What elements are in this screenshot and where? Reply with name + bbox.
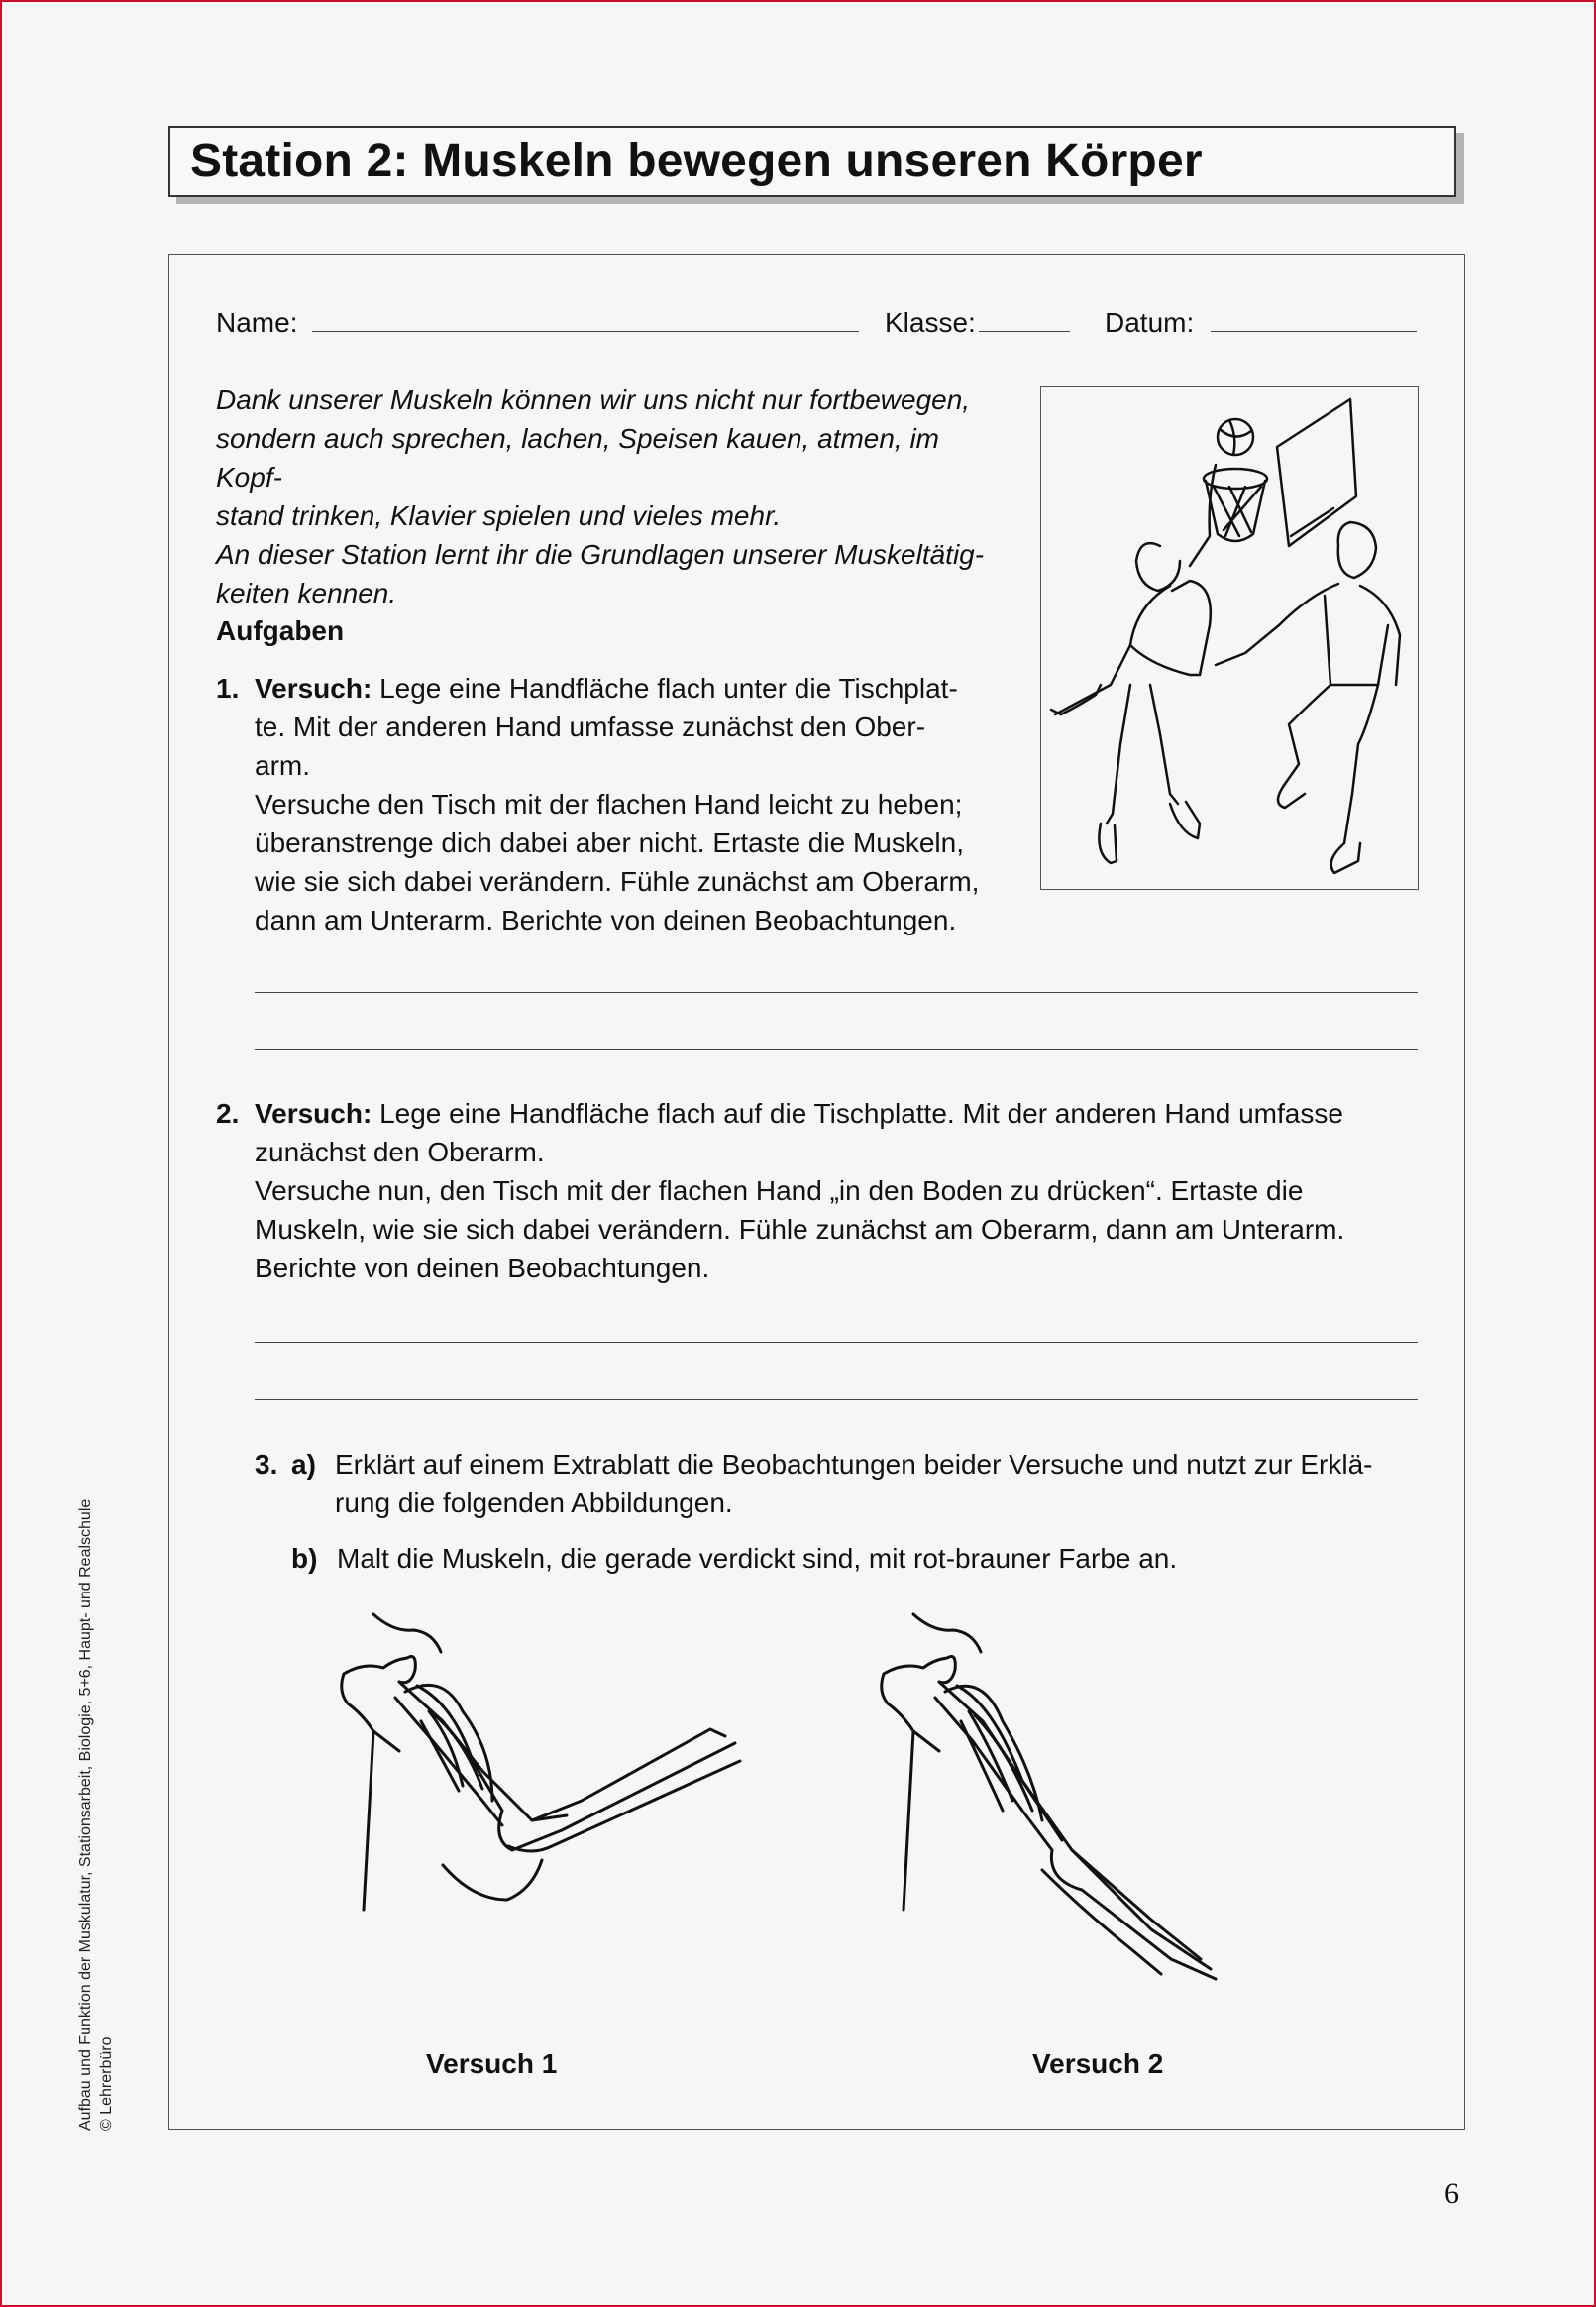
task3a-text (335, 1445, 1425, 1522)
name-line (312, 331, 859, 332)
page-number: 6 (1444, 2177, 1459, 2210)
datum-label: Datum: (1105, 307, 1195, 338)
copyright-footer (75, 1499, 117, 2131)
klasse-label: Klasse: (885, 307, 976, 338)
task2-text (255, 1094, 1420, 1287)
basketball-players-drawing (1041, 387, 1419, 890)
task3b-text: Malt die Muskeln, die gerade verdickt sind, mit rot-brauner Farbe an. (337, 1543, 1178, 1574)
task3a-label: a) (291, 1449, 316, 1480)
task2-line: Berichte von deinen Beobachtungen. (255, 1253, 710, 1283)
title-box (168, 126, 1456, 197)
name-label: Name: (216, 307, 298, 338)
task3a-line: rung die folgenden Abbildungen. (335, 1487, 733, 1518)
intro-line: sondern auch sprechen, lachen, Speisen kauen, atmen, im Kopf- (216, 423, 940, 493)
intro-line: An dieser Station lernt ihr die Grundlagen unserer Muskeltätig- (216, 539, 985, 570)
task1-line: wie sie sich dabei verändern. Fühle zunächst am Oberarm, (255, 866, 980, 897)
task1-line: arm. (255, 750, 310, 781)
task3a-line: Erklärt auf einem Extrablatt die Beobachtungen beider Versuche und nutzt zur Erklä- (335, 1449, 1373, 1480)
tasks-heading: Aufgaben (216, 615, 345, 646)
intro-text (216, 381, 1009, 612)
footer-line: Aufbau und Funktion der Muskulatur, Stationsarbeit, Biologie, 5+6, Haupt- und Realschule (77, 1498, 94, 2131)
datum-line (1211, 331, 1417, 332)
footer-line: © Lehrerbüro (98, 2036, 115, 2131)
task2-number: 2. (216, 1098, 240, 1129)
answer-line (255, 1399, 1418, 1400)
task1-line: dann am Unterarm. Berichte von deinen Beobachtungen. (255, 905, 957, 935)
answer-line (255, 992, 1418, 993)
page-title: Station 2: Muskeln bewegen unseren Körper (190, 135, 1203, 187)
task1-line: Versuche den Tisch mit der flachen Hand leicht zu heben; (255, 789, 963, 820)
intro-line: keiten kennen. (216, 578, 397, 608)
arm-illustration-versuch2 (874, 1612, 1300, 2009)
task1-line: Lege eine Handfläche flach unter die Tischplat- (379, 673, 958, 704)
caption-versuch1: Versuch 1 (426, 2048, 558, 2079)
task2-line: Versuche nun, den Tisch mit der flachen Hand „in den Boden zu drücken“. Ertaste die (255, 1175, 1304, 1206)
answer-line (255, 1049, 1418, 1050)
arm-illustration-versuch1 (334, 1612, 631, 1910)
task2-line: Muskeln, wie sie sich dabei verändern. Fühle zunächst am Oberarm, dann am Unterarm. (255, 1214, 1345, 1245)
task2-label: Versuch: (255, 1098, 372, 1129)
task2-line: Lege eine Handfläche flach auf die Tischplatte. Mit der anderen Hand umfasse (379, 1098, 1343, 1129)
task2-line: zunächst den Oberarm. (255, 1137, 545, 1167)
task1-number: 1. (216, 673, 240, 704)
answer-line (255, 1342, 1418, 1343)
task1-line: te. Mit der anderen Hand umfasse zunächst den Ober- (255, 712, 926, 742)
intro-line: Dank unserer Muskeln können wir uns nicht nur fortbewegen, (216, 384, 971, 415)
task3b-label: b) (291, 1543, 318, 1574)
task3-number: 3. (255, 1449, 278, 1480)
basketball-illustration (1040, 386, 1419, 890)
klasse-line (979, 331, 1070, 332)
intro-line: stand trinken, Klavier spielen und vieles mehr. (216, 500, 782, 531)
task1-line: überanstrenge dich dabei aber nicht. Ertaste die Muskeln, (255, 827, 964, 858)
task1-label: Versuch: (255, 673, 372, 704)
task1-text (255, 669, 996, 939)
caption-versuch2: Versuch 2 (1032, 2048, 1164, 2079)
